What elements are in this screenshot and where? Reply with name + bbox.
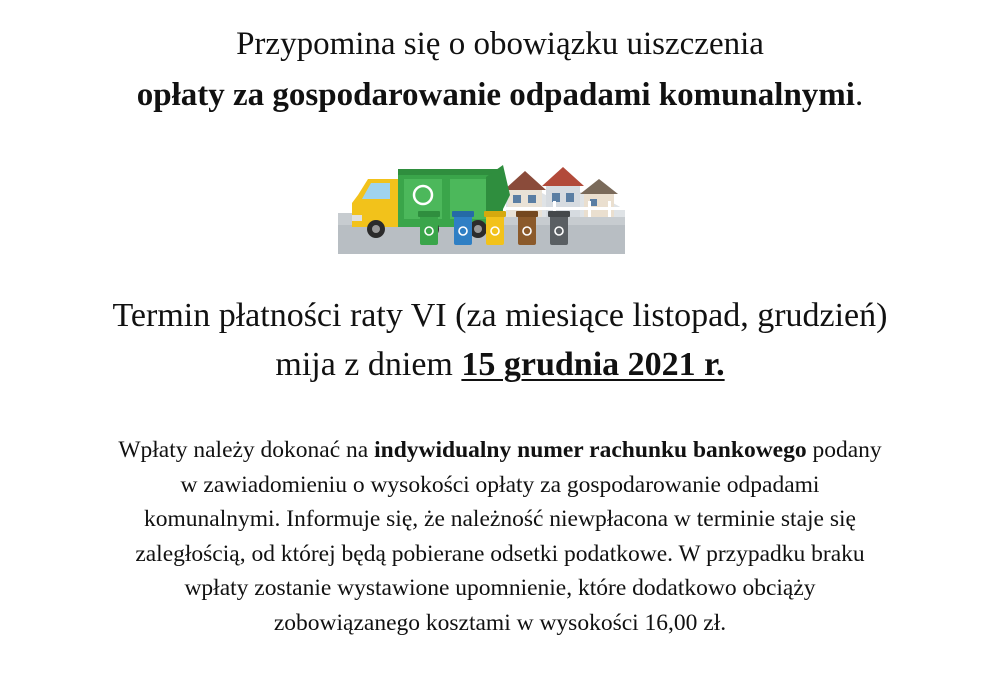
deadline-date: 15 grudnia 2021 r.: [461, 346, 725, 383]
heading-period: .: [854, 77, 864, 113]
paragraph-line-4: zaległością, od której będą pobierane odsetki podatkowe. W przypadku braku: [135, 540, 865, 567]
bank-account-emphasis: indywidualny numer rachunku bankowego: [374, 437, 807, 463]
paragraph-text: podany: [806, 437, 882, 463]
paragraph-text: Wpłaty należy dokonać na: [118, 437, 375, 463]
paragraph-line-1: [20, 433, 980, 468]
heading-line-2: [0, 74, 1000, 116]
paragraph-line-6: zobowiązanego kosztami w wysokości 16,00 zł.: [273, 609, 727, 636]
deadline-line-1: Termin płatności raty VI (za miesiące listopad, grudzień): [112, 297, 888, 334]
paragraph-line-2: w zawiadomieniu o wysokości opłaty za gospodarowanie odpadami: [180, 471, 820, 498]
heading-line-1: Przypomina się o obowiązku uiszczenia: [236, 26, 764, 62]
heading-bold-text: opłaty za gospodarowanie odpadami komunalnymi: [136, 77, 855, 113]
payment-info-paragraph: [20, 433, 980, 641]
deadline-prefix: mija z dniem: [275, 346, 462, 383]
deadline-line-2: [0, 343, 1000, 387]
paragraph-line-5: wpłaty zostanie wystawione upomnienie, które dodatkowo obciąży: [184, 575, 816, 602]
garbage-truck-with-bins-icon: [338, 155, 625, 254]
paragraph-line-3: komunalnymi. Informuje się, że należność niewpłacona w terminie staje się: [144, 506, 856, 533]
